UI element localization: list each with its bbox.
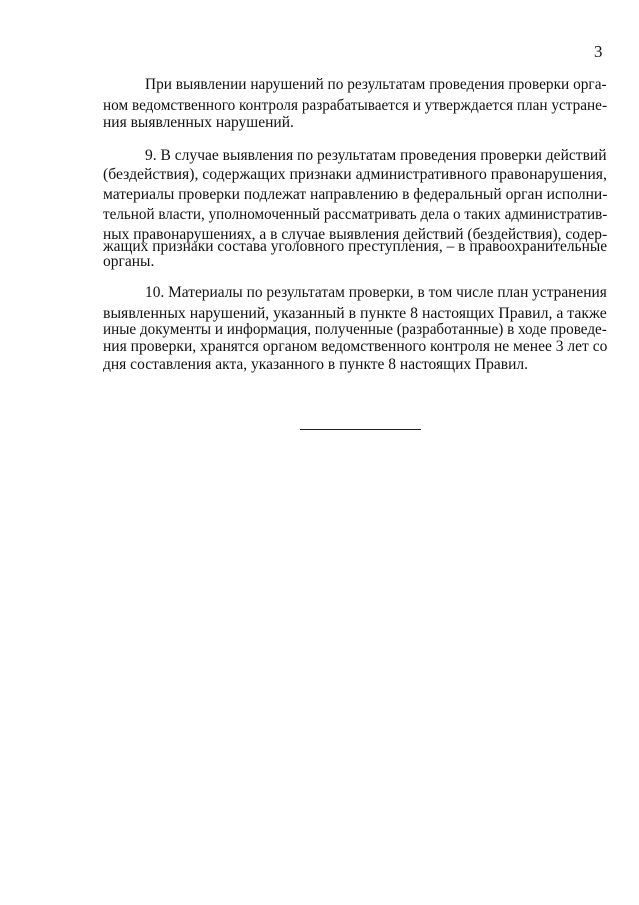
text-line: тельной власти, уполномоченный рассматривать дела о таких административ- [103, 206, 608, 223]
text-line: При выявлении нарушений по результатам проведения проверки орга- [145, 76, 607, 93]
text-line: иные документы и информация, полученные (разработанные) в ходе проведе- [103, 321, 607, 338]
text-line: 10. Материалы по результатам проверки, в том числе план устранения [145, 284, 607, 301]
text-line: органы. [103, 253, 155, 270]
text-line: 9. В случае выявления по результатам проведения проверки действий [145, 147, 607, 164]
text-line: дня составления акта, указанного в пункте 8 настоящих Правил. [103, 356, 529, 373]
text-line: материалы проверки подлежат направлению в федеральный орган исполни- [103, 186, 608, 203]
text-line: жащих признаки состава уголовного преступления, – в правоохранительные [103, 238, 608, 255]
page-number: 3 [594, 42, 603, 61]
text-line: ния проверки, хранятся органом ведомственного контроля не менее 3 лет со [103, 338, 608, 355]
text-line: (бездействия), содержащих признаки административного правонарушения, [103, 166, 607, 183]
text-line: ных правонарушениях, а в случае выявления действий (бездействия), содер- [103, 226, 608, 243]
text-line: ном ведомственного контроля разрабатывается и утверждается план устране- [103, 97, 608, 114]
end-of-document-rule [300, 429, 421, 430]
text-line: выявленных нарушений, указанный в пункте 8 настоящих Правил, а также [103, 305, 607, 322]
text-line: ния выявленных нарушений. [103, 114, 294, 131]
